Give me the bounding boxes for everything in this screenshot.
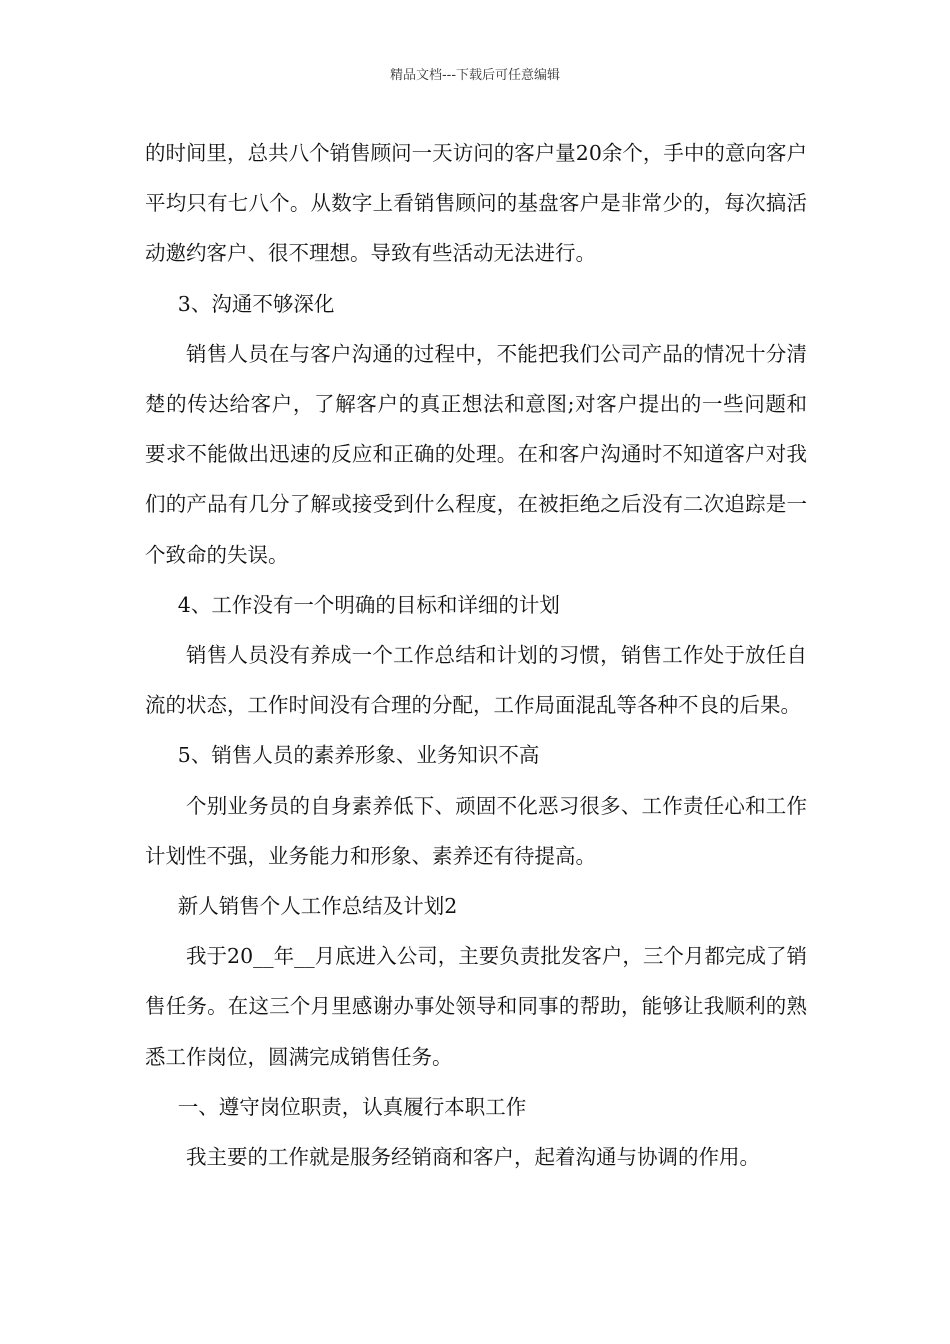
paragraph-duties: 我主要的工作就是服务经销商和客户，起着沟通与协调的作用。	[186, 1145, 760, 1170]
page-header: 精品文档---下载后可任意编辑	[389, 68, 561, 83]
section-heading-3: 3、沟通不够深化	[177, 291, 335, 316]
paragraph-communication: 销售人员在与客户沟通的过程中，不能把我们公司产品的情况十分清楚的传达给客户，了解客户的真正想法和意图;对客户提出的一些问题和要求不能做出迅速的反应和正确的处理。在和客户沟通时不知道客户对我们的产品有几分了解或接受到什么程度，在被拒绝之后没有二次追踪是一个致命的失误。	[145, 341, 807, 567]
paragraph-quality: 个别业务员的自身素养低下、顽固不化恶习很多、工作责任心和工作计划性不强，业务能力和形象、素养还有待提高。	[145, 793, 807, 868]
section-heading-5: 5、销售人员的素养形象、业务知识不高	[177, 743, 540, 768]
paragraph-intro: 我于20__年__月底进入公司，主要负责批发客户，三个月都完成了销售任务。在这三个月里感谢办事处领导和同事的帮助，能够让我顺利的熟悉工作岗位，圆满完成销售任务。	[145, 944, 807, 1069]
section-heading-4: 4、工作没有一个明确的目标和详细的计划	[177, 592, 560, 617]
section-heading-one: 一、遵守岗位职责，认真履行本职工作	[177, 1094, 527, 1119]
paragraph-continuation: 的时间里，总共八个销售顾问一天访问的客户量20余个，手中的意向客户平均只有七八个。从数字上看销售顾问的基盘客户是非常少的，每次搞活动邀约客户、很不理想。导致有些活动无法进行。	[145, 141, 807, 266]
paragraph-planning: 销售人员没有养成一个工作总结和计划的习惯，销售工作处于放任自流的状态，工作时间没有合理的分配，工作局面混乱等各种不良的后果。	[145, 643, 807, 718]
document-subtitle: 新人销售个人工作总结及计划2	[177, 894, 458, 919]
document-body	[145, 128, 807, 1182]
